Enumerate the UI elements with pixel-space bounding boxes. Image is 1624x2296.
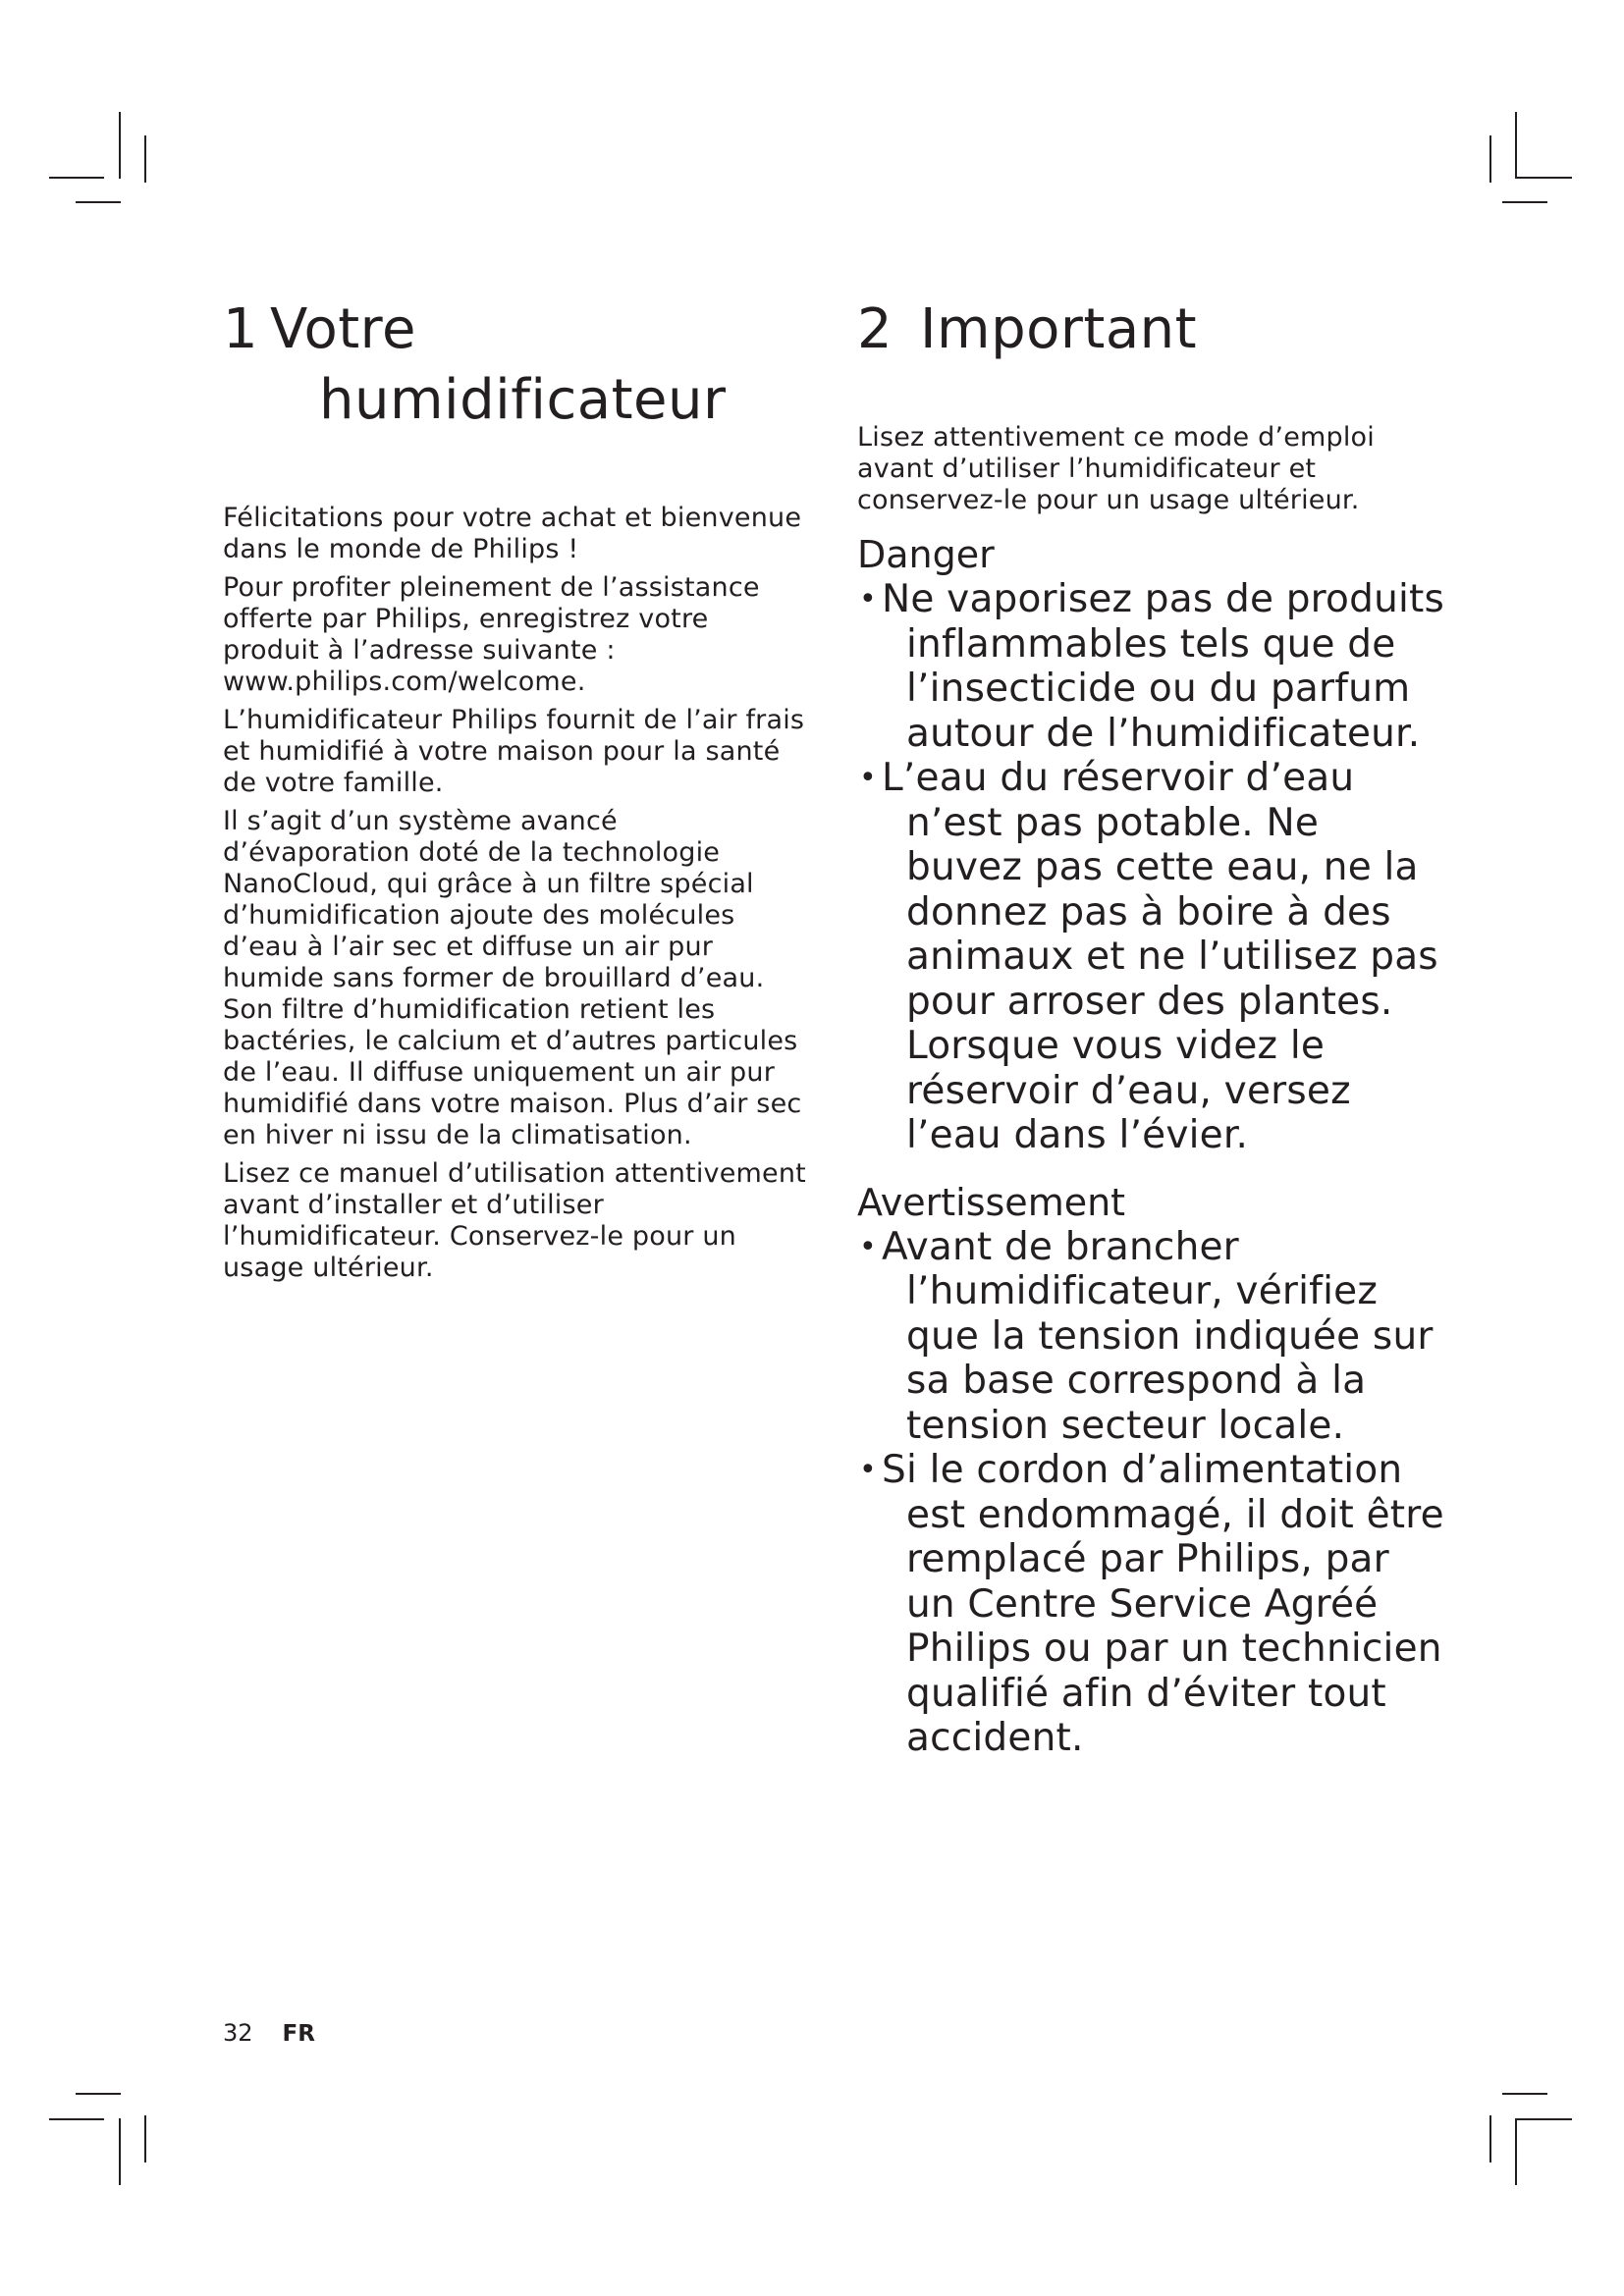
chapter-number: 1 <box>223 297 259 361</box>
bullet-icon: • <box>859 582 877 616</box>
list-item: • L’eau du réservoir d’eau n’est pas potable. Ne buvez pas cette eau, ne la donnez pas à boire à des animaux et ne l’utilisez pas pour arroser des plantes. Lorsque vous videz le réservoir d’eau, versez l’eau dans l’évier. <box>859 756 1438 1157</box>
bullet-icon: • <box>859 761 877 795</box>
chapter-2-title <box>857 294 1446 365</box>
paragraph: Félicitations pour votre achat et bienvenue dans le monde de Philips ! <box>223 503 802 564</box>
warning-heading: Avertissement <box>857 1180 1126 1224</box>
chapter-title-line1: Votre <box>270 297 416 361</box>
bullet-icon: • <box>859 1453 877 1487</box>
warning-list <box>857 1225 1446 1761</box>
right-column <box>857 294 1446 1761</box>
paragraph: L’humidificateur Philips fournit de l’air frais et humidifié à votre maison pour la santé de votre famille. <box>223 705 805 798</box>
left-column <box>223 294 812 1291</box>
chapter-number: 2 <box>857 297 893 361</box>
danger-list <box>857 577 1446 1158</box>
paragraph: Il s’agit d’un système avancé d’évaporation doté de la technologie NanoCloud, qui grâce à un filtre spécial d’humidification ajoute des molécules d’eau à l’air sec et diffuse un air pur humide sans former de brouillard d’eau. Son filtre d’humidification retient les bactéries, le calcium et d’autres particules de l’eau. Il diffuse uniquement un air pur humidifié dans votre maison. Plus d’air sec en hiver ni issu de la climatisation. <box>223 806 802 1150</box>
chapter-title-line2: humidificateur <box>319 368 727 432</box>
important-intro <box>857 422 1446 516</box>
intro-text <box>223 503 812 1284</box>
paragraph: Lisez attentivement ce mode d’emploi avant d’utiliser l’humidificateur et conservez-le pour un usage ultérieur. <box>857 422 1375 515</box>
danger-heading: Danger <box>857 533 995 576</box>
page-footer <box>223 2019 315 2048</box>
list-item: • Avant de brancher l’humidificateur, vérifiez que la tension indiquée sur sa base correspond à la tension secteur locale. <box>859 1224 1434 1448</box>
page-number: 32 <box>223 2019 253 2047</box>
language-code: FR <box>282 2021 315 2047</box>
list-item: • Si le cordon d’alimentation est endommagé, il doit être remplacé par Philips, par un Centre Service Agréé Philips ou par un technicien qualifié afin d’éviter tout accident. <box>859 1448 1444 1760</box>
bullet-icon: • <box>859 1229 877 1264</box>
list-item: • Ne vaporisez pas de produits inflammables tels que de l’insecticide ou du parfum autour de l’humidificateur. <box>859 577 1445 756</box>
chapter-title: Important <box>920 297 1198 361</box>
paragraph: Pour profiter pleinement de l’assistance offerte par Philips, enregistrez votre produit à l’adresse suivante : www.philips.com/welcome. <box>223 572 760 697</box>
chapter-1-title <box>223 294 812 436</box>
paragraph: Lisez ce manuel d’utilisation attentivement avant d’installer et d’utiliser l’humidificateur. Conservez-le pour un usage ultérieur. <box>223 1158 806 1283</box>
